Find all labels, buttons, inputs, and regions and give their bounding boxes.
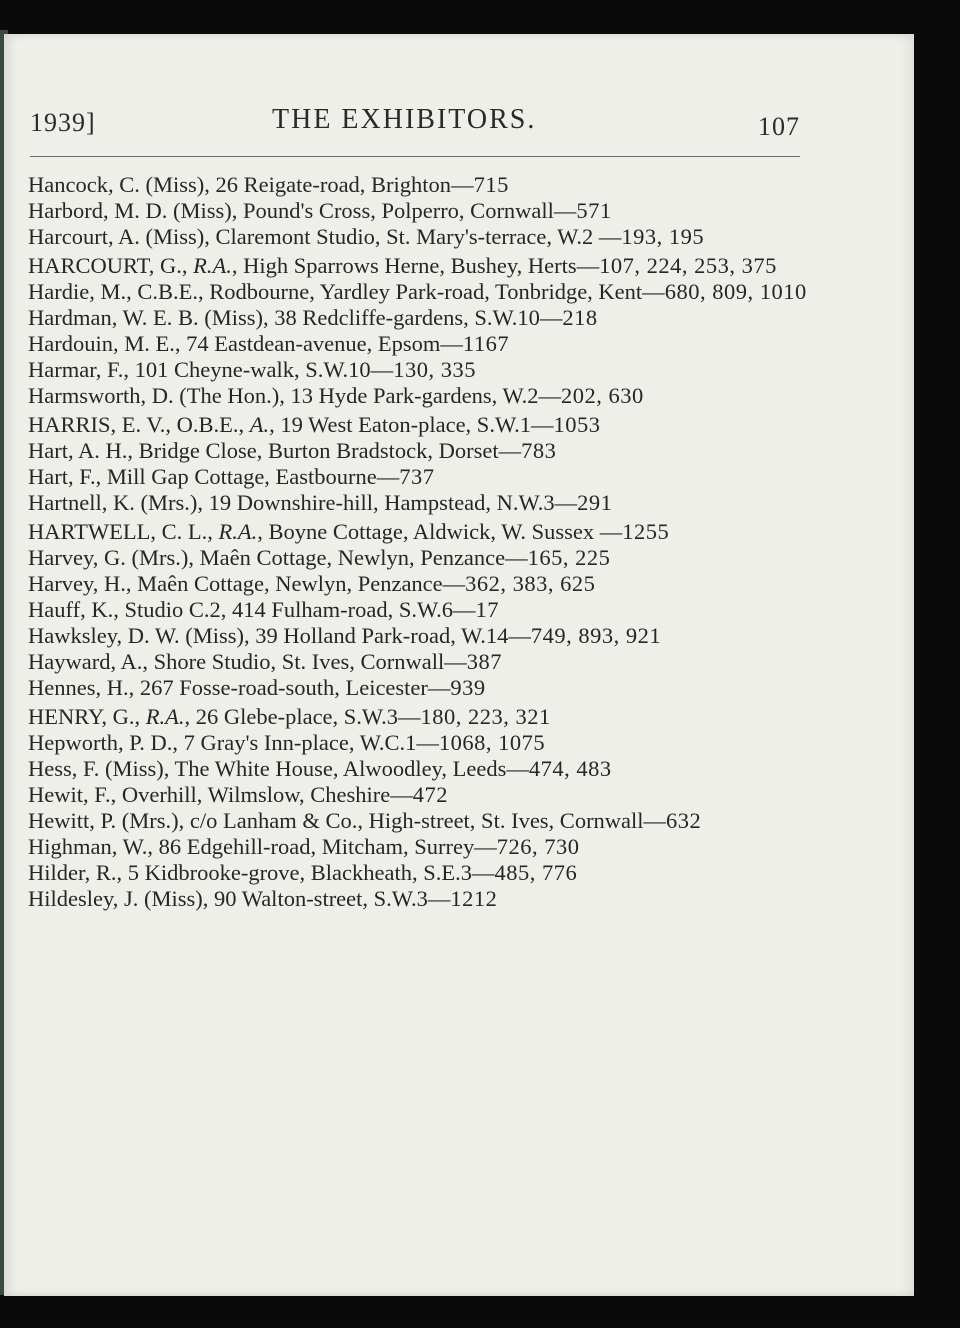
- catalogue-numbers: 726, 730: [496, 834, 580, 859]
- catalogue-numbers: 737: [399, 464, 435, 489]
- page-title: THE EXHIBITORS.: [272, 104, 537, 135]
- exhibitor-entry: [28, 675, 808, 701]
- exhibitor-address: , Boyne Cottage, Aldwick, W. Sussex —: [257, 519, 623, 544]
- exhibitor-address: Overhill, Wilmslow, Cheshire—: [116, 782, 413, 807]
- catalogue-numbers: 130, 335: [393, 357, 476, 382]
- exhibitor-name: Hess, F. (Miss),: [28, 756, 170, 781]
- academy-title: R.A.: [193, 253, 232, 278]
- exhibitor-entry: [28, 860, 808, 886]
- catalogue-numbers: 749, 893, 921: [530, 623, 662, 648]
- exhibitor-address: 86 Edgehill-road, Mitcham, Surrey—: [153, 834, 497, 859]
- catalogue-numbers: 17: [475, 597, 500, 622]
- exhibitor-address: Maên Cottage, Newlyn, Penzance—: [194, 545, 528, 570]
- exhibitor-address: Claremont Studio, St. Mary's-terrace, W.2 —: [209, 224, 622, 249]
- exhibitor-name: Harmsworth, D. (The Hon.),: [28, 383, 285, 408]
- exhibitor-entry: [28, 464, 808, 490]
- exhibitor-entry: [28, 886, 808, 912]
- exhibitor-entry: [28, 808, 808, 834]
- exhibitor-address: The White House, Alwoodley, Leeds—: [169, 756, 529, 781]
- exhibitor-entry: [28, 730, 808, 756]
- exhibitor-name: HARTWELL, C. L.,: [28, 519, 219, 544]
- page-number: 107: [758, 112, 800, 141]
- catalogue-numbers: 387: [466, 649, 502, 674]
- exhibitor-entry: [28, 490, 808, 516]
- exhibitor-name: HARRIS, E. V., O.B.E.,: [28, 412, 250, 437]
- exhibitor-entry: [28, 834, 808, 860]
- exhibitor-entry: [28, 623, 808, 649]
- catalogue-numbers: 715: [473, 172, 509, 197]
- academy-title: R.A.: [218, 519, 258, 544]
- exhibitor-name: Highman, W.,: [28, 834, 154, 859]
- catalogue-numbers: 783: [521, 438, 557, 463]
- exhibitor-name: Hewitt, P. (Mrs.),: [28, 808, 185, 833]
- exhibitor-entry: [28, 279, 808, 305]
- exhibitor-name: Hartnell, K. (Mrs.),: [28, 490, 203, 515]
- header-year: 1939]: [30, 108, 96, 137]
- exhibitor-name: Harmar, F.,: [28, 357, 130, 382]
- catalogue-numbers: 180, 223, 321: [420, 704, 551, 729]
- exhibitor-entry: [28, 704, 808, 730]
- exhibitor-address: , High Sparrows Herne, Bushey, Herts—: [231, 253, 600, 278]
- exhibitor-entry: [28, 412, 808, 438]
- exhibitor-address: , 19 West Eaton-place, S.W.1—: [269, 412, 554, 437]
- catalogue-numbers: 218: [562, 305, 598, 330]
- exhibitor-address: , 26 Glebe-place, S.W.3—: [184, 704, 421, 729]
- exhibitor-address: Mill Gap Cottage, Eastbourne—: [101, 464, 400, 489]
- exhibitor-entry: [28, 383, 808, 409]
- exhibitor-name: Hilder, R.,: [28, 860, 123, 885]
- exhibitor-address: Maên Cottage, Newlyn, Penzance—: [131, 571, 466, 596]
- exhibitor-address: Shore Studio, St. Ives, Cornwall—: [147, 649, 467, 674]
- exhibitor-address: 19 Downshire-hill, Hampstead, N.W.3—: [202, 490, 578, 515]
- exhibitor-address: 38 Redcliffe-gardens, S.W.10—: [268, 305, 563, 330]
- exhibitor-name: Hepworth, P. D.,: [28, 730, 178, 755]
- exhibitor-entry: [28, 597, 808, 623]
- exhibitor-address: Pound's Cross, Polperro, Cornwall—: [237, 198, 577, 223]
- running-header: [30, 104, 800, 144]
- exhibitor-name: Hayward, A.,: [28, 649, 148, 674]
- exhibitor-name: Hancock, C. (Miss),: [28, 172, 210, 197]
- catalogue-numbers: 107, 224, 253, 375: [599, 253, 777, 278]
- catalogue-numbers: 632: [666, 808, 702, 833]
- header-rule: [30, 156, 800, 157]
- catalogue-numbers: 291: [577, 490, 613, 515]
- academy-title: A.: [249, 412, 270, 437]
- exhibitor-entry: [28, 756, 808, 782]
- exhibitor-name: Hildesley, J. (Miss),: [28, 886, 209, 911]
- catalogue-numbers: 939: [450, 675, 486, 700]
- exhibitor-entry: [28, 519, 808, 545]
- exhibitor-entry: [28, 331, 808, 357]
- exhibitor-name: Hennes, H.,: [28, 675, 135, 700]
- exhibitor-name: Hawksley, D. W. (Miss),: [28, 623, 250, 648]
- exhibitor-entry: [28, 571, 808, 597]
- catalogue-numbers: 1068, 1075: [438, 730, 546, 755]
- exhibitor-name: Hart, F.,: [28, 464, 102, 489]
- academy-title: R.A.: [145, 704, 185, 729]
- exhibitor-entry: [28, 782, 808, 808]
- catalogue-numbers: 1053: [553, 412, 601, 437]
- catalogue-numbers: 1212: [450, 886, 498, 911]
- exhibitor-name: Harvey, G. (Mrs.),: [28, 545, 194, 570]
- catalogue-numbers: 472: [412, 782, 449, 807]
- exhibitor-name: Hewit, F.,: [28, 782, 117, 807]
- exhibitor-entry: [28, 198, 808, 224]
- exhibitor-entry: [28, 253, 808, 279]
- catalogue-numbers: 571: [576, 198, 612, 223]
- exhibitor-entry: [28, 305, 808, 331]
- catalogue-numbers: 165, 225: [527, 545, 611, 570]
- catalogue-numbers: 1255: [622, 519, 670, 544]
- exhibitor-name: Harcourt, A. (Miss),: [28, 224, 210, 249]
- exhibitor-name: Harbord, M. D. (Miss),: [28, 198, 238, 223]
- catalogue-numbers: 202, 630: [561, 383, 644, 408]
- exhibitor-entry: [28, 438, 808, 464]
- exhibitor-entry: [28, 224, 808, 250]
- exhibitor-address: c/o Lanham & Co., High-street, St. Ives, Cornwall—: [184, 808, 667, 833]
- exhibitor-address: 5 Kidbrooke-grove, Blackheath, S.E.3—: [122, 860, 495, 885]
- exhibitor-name: Harvey, H.,: [28, 571, 132, 596]
- catalogue-numbers: 474, 483: [528, 756, 612, 781]
- exhibitor-address: 267 Fosse-road-south, Leicester—: [134, 675, 451, 700]
- exhibitor-name: Hardman, W. E. B. (Miss),: [28, 305, 269, 330]
- catalogue-numbers: 1167: [462, 331, 510, 356]
- catalogue-numbers: 193, 195: [621, 224, 705, 249]
- exhibitor-name: Hardie, M., C.B.E.,: [28, 279, 204, 304]
- exhibitor-name: HENRY, G.,: [28, 704, 146, 729]
- exhibitor-address: 101 Cheyne-walk, S.W.10—: [129, 357, 394, 382]
- exhibitor-address: Studio C.2, 414 Fulham-road, S.W.6—: [118, 597, 476, 622]
- exhibitor-name: Hauff, K.,: [28, 597, 119, 622]
- exhibitor-list: [28, 172, 808, 912]
- exhibitor-name: Hardouin, M. E.,: [28, 331, 181, 356]
- exhibitor-address: 39 Holland Park-road, W.14—: [249, 623, 531, 648]
- catalogue-numbers: 485, 776: [494, 860, 578, 885]
- exhibitor-address: 26 Reigate-road, Brighton—: [209, 172, 474, 197]
- exhibitor-address: 74 Eastdean-avenue, Epsom—: [180, 331, 463, 356]
- exhibitor-address: 7 Gray's Inn-place, W.C.1—: [178, 730, 439, 755]
- exhibitor-name: HARCOURT, G.,: [28, 253, 194, 278]
- exhibitor-entry: [28, 649, 808, 675]
- exhibitor-address: Rodbourne, Yardley Park-road, Tonbridge, Kent—: [203, 279, 665, 304]
- catalogue-numbers: 362, 383, 625: [465, 571, 596, 596]
- catalogue-numbers: 680, 809, 1010: [664, 279, 807, 304]
- exhibitor-address: 90 Walton-street, S.W.3—: [208, 886, 451, 911]
- exhibitor-address: 13 Hyde Park-gardens, W.2—: [284, 383, 562, 408]
- exhibitor-name: Hart, A. H.,: [28, 438, 133, 463]
- exhibitor-address: Bridge Close, Burton Bradstock, Dorset—: [133, 438, 522, 463]
- exhibitor-entry: [28, 172, 808, 198]
- exhibitor-entry: [28, 357, 808, 383]
- exhibitor-entry: [28, 545, 808, 571]
